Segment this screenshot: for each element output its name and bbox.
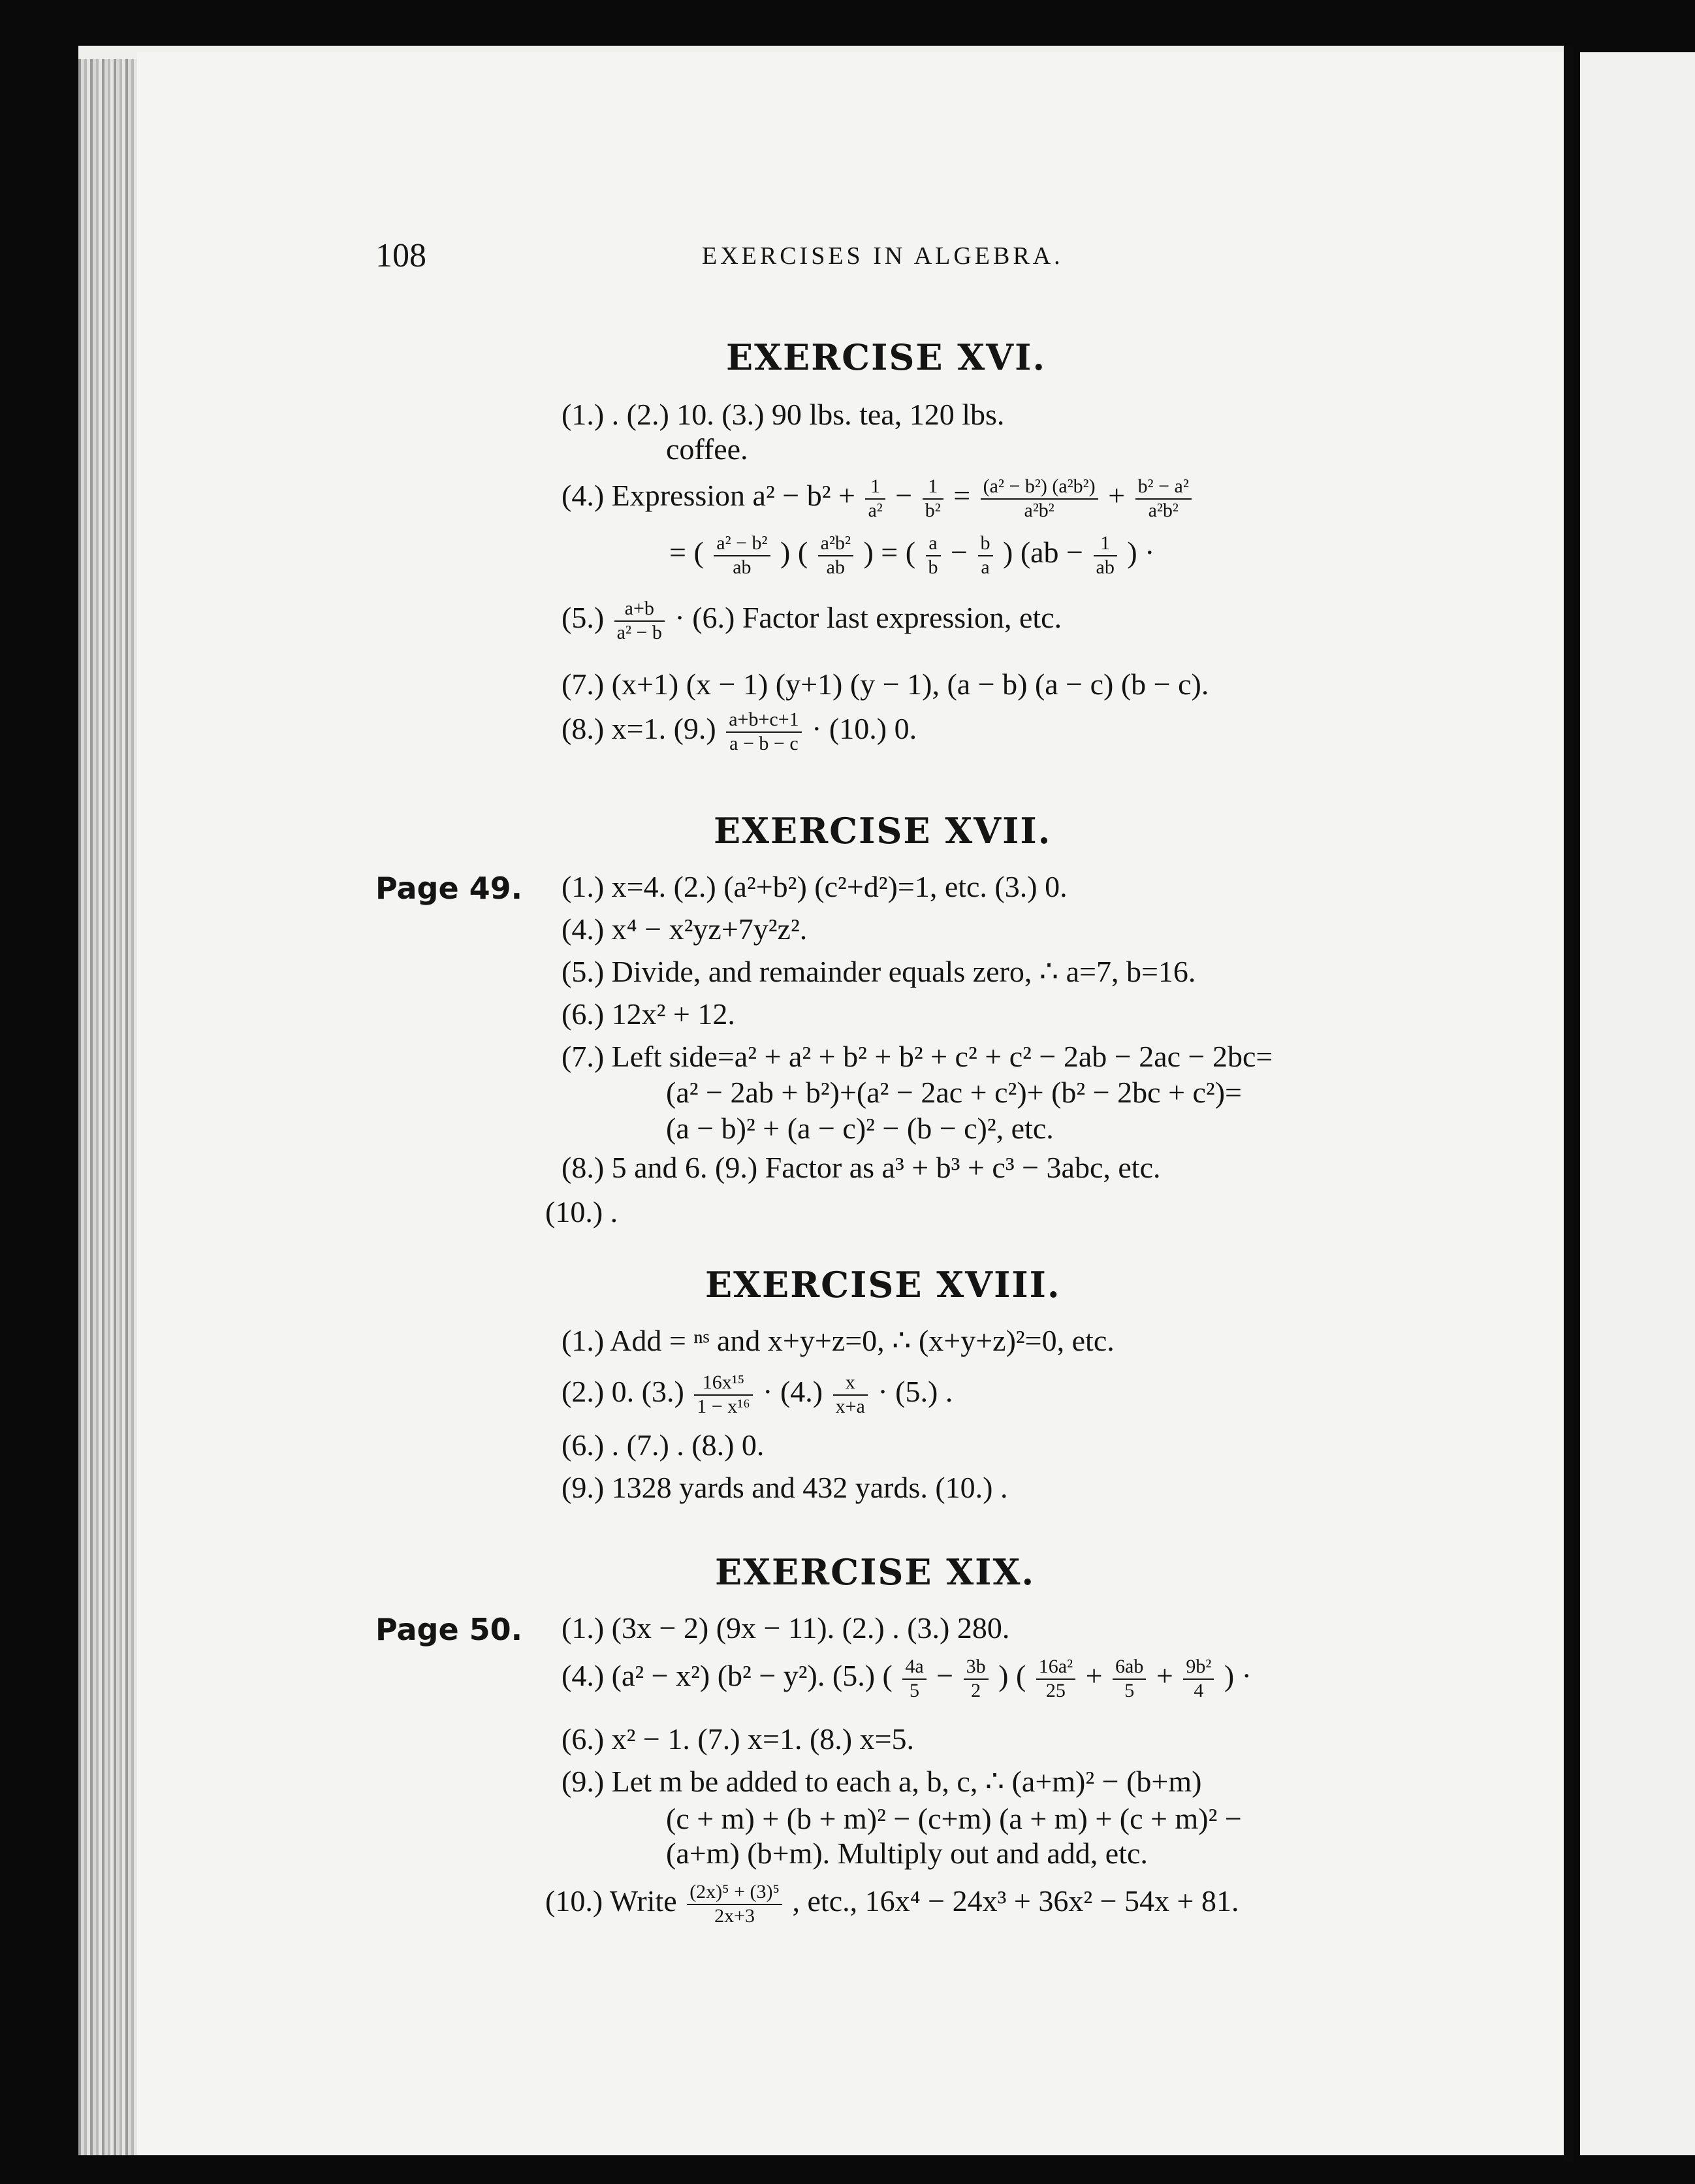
fraction (1094, 532, 1117, 579)
ex16-line-4 (562, 475, 1194, 522)
ex19-l10-pre: (10.) Write (545, 1884, 677, 1918)
denominator: a − b − c (729, 732, 799, 754)
ex18-l2-post: · (5.) . (878, 1375, 953, 1409)
ex17-line-1: (1.) x=4. (2.) (a²+b²) (c²+d²)=1, etc. (3.) 0. (562, 870, 1068, 903)
numerator: a+b (614, 598, 665, 622)
fraction (614, 598, 665, 644)
ex17-line-8: (8.) 5 and 6. (9.) Factor as a³ + b³ + c³ − 3abc, etc. (562, 1151, 1161, 1184)
operator: ) ( (780, 536, 808, 570)
ex19-line-9-cont-2: (a+m) (b+m). Multiply out and add, etc. (666, 1837, 1148, 1870)
denominator: 2 (971, 1679, 981, 1701)
operator: + (1085, 1659, 1103, 1693)
denominator: a²b² (1148, 499, 1179, 521)
denominator: 5 (910, 1679, 919, 1701)
numerator: 9b² (1183, 1656, 1214, 1680)
operator: ) (ab − (1003, 536, 1083, 570)
page-header (375, 236, 1094, 276)
numerator: (2x)⁵ + (3)⁵ (687, 1881, 782, 1905)
ex17-line-4: (4.) x⁴ − x²yz+7y²z². (562, 912, 808, 946)
ex16-l8-post: · (10.) 0. (812, 712, 917, 746)
fraction (926, 532, 941, 579)
ex16-line-4-cont (669, 532, 1154, 579)
denominator: 4 (1194, 1679, 1204, 1701)
fraction (923, 475, 943, 522)
ex17-line-7-cont-1: (a² − 2ab + b²)+(a² − 2ac + c²)+ (b² − 2bc + c²)= (666, 1076, 1242, 1109)
operator: ) ( (998, 1659, 1026, 1693)
fraction (1036, 1656, 1075, 1702)
ex19-line-4 (562, 1656, 1252, 1702)
exercise-18-title: EXERCISE XVIII. (705, 1264, 1061, 1306)
denominator: 1 − x¹⁶ (697, 1395, 750, 1417)
numerator: b² − a² (1135, 475, 1192, 500)
ex17-line-10: (10.) . (545, 1195, 618, 1228)
numerator: (a² − b²) (a²b²) (981, 475, 1098, 500)
fraction (865, 475, 885, 522)
numerator: x (833, 1372, 868, 1396)
ex18-line-1: (1.) Add = ⁿˢ and x+y+z=0, ∴ (x+y+z)²=0, etc. (562, 1324, 1115, 1357)
ex18-line-2 (562, 1372, 953, 1418)
numerator: 4a (902, 1656, 926, 1680)
fraction (833, 1372, 868, 1418)
denominator: ab (733, 556, 752, 578)
operator: ) · (1224, 1659, 1252, 1693)
denominator: b² (925, 499, 941, 521)
operator: ) = ( (863, 536, 916, 570)
denominator: a² (868, 499, 883, 521)
book-binding (78, 59, 137, 2155)
numerator: b (978, 532, 993, 556)
ex16-line-8 (562, 709, 917, 755)
ex16-line-7: (7.) (x+1) (x − 1) (y+1) (y − 1), (a − b) (a − c) (b − c). (562, 667, 1209, 701)
ex16-line-1: (1.) . (2.) 10. (3.) 90 lbs. tea, 120 lbs. (562, 398, 1005, 431)
operator: = (953, 479, 971, 513)
page-number: 108 (375, 237, 426, 274)
ex16-line-5 (562, 598, 1062, 644)
numerator: a+b+c+1 (726, 709, 801, 733)
fraction (694, 1372, 752, 1418)
denominator: a (981, 556, 990, 578)
ex18-line-6: (6.) . (7.) . (8.) 0. (562, 1428, 765, 1462)
denominator: 2x+3 (714, 1904, 755, 1927)
page-ref-49: Page 49. (375, 871, 523, 906)
fraction (902, 1656, 926, 1702)
ex16-l4-pre: (4.) Expression a² − b² + (562, 479, 855, 513)
ex17-line-5: (5.) Divide, and remainder equals zero, ∴ a=7, b=16. (562, 955, 1196, 988)
denominator: 5 (1124, 1679, 1135, 1701)
ex19-line-1: (1.) (3x − 2) (9x − 11). (2.) . (3.) 280. (562, 1611, 1010, 1645)
ex19-line-9: (9.) Let m be added to each a, b, c, ∴ (a+m)² − (b+m) (562, 1765, 1202, 1798)
item-number: (5.) (562, 601, 605, 635)
numerator: 1 (865, 475, 885, 500)
denominator: 25 (1045, 1679, 1066, 1701)
operator: = ( (669, 536, 704, 570)
ex17-line-7-cont-2: (a − b)² + (a − c)² − (b − c)², etc. (666, 1112, 1054, 1145)
numerator: a (926, 532, 941, 556)
facing-page-edge (1580, 52, 1695, 2155)
denominator: ab (826, 556, 845, 578)
numerator: 1 (1094, 532, 1117, 556)
fraction (1135, 475, 1192, 522)
operator: − (951, 536, 968, 570)
page-gutter-line (1564, 46, 1573, 2162)
denominator: ab (1096, 556, 1115, 578)
ex19-line-6: (6.) x² − 1. (7.) x=1. (8.) x=5. (562, 1722, 915, 1756)
exercise-16-title: EXERCISE XVI. (726, 336, 1047, 378)
numerator: a²b² (818, 532, 853, 556)
exercise-19-title: EXERCISE XIX. (715, 1551, 1036, 1593)
fraction (964, 1656, 989, 1702)
denominator: x+a (835, 1395, 865, 1417)
fraction (1113, 1656, 1146, 1702)
ex16-line-1-cont: coffee. (666, 432, 748, 466)
ex17-line-6: (6.) 12x² + 12. (562, 997, 735, 1031)
fraction (818, 532, 853, 579)
denominator: a² − b (616, 621, 662, 643)
numerator: 1 (923, 475, 943, 500)
page-ref-50: Page 50. (375, 1612, 523, 1647)
numerator: 16a² (1036, 1656, 1075, 1680)
ex16-l8-pre: (8.) x=1. (9.) (562, 712, 716, 746)
ex18-l2-mid: · (4.) (763, 1375, 823, 1409)
ex18-line-9: (9.) 1328 yards and 432 yards. (10.) . (562, 1471, 1008, 1504)
denominator: b (928, 556, 938, 578)
numerator: 16x¹⁵ (694, 1372, 752, 1396)
fraction (978, 532, 993, 579)
ex18-l2-pre: (2.) 0. (3.) (562, 1375, 684, 1409)
running-title: EXERCISES IN ALGEBRA. (702, 242, 1064, 270)
numerator: 6ab (1113, 1656, 1146, 1680)
denominator: a²b² (1024, 499, 1054, 521)
ex16-l5-text: · (6.) Factor last expression, etc. (674, 601, 1062, 635)
exercise-17-title: EXERCISE XVII. (714, 810, 1052, 852)
operator: − (936, 1659, 954, 1693)
operator: + (1156, 1659, 1173, 1693)
numerator: 3b (964, 1656, 989, 1680)
operator: − (895, 479, 913, 513)
ex19-line-10 (545, 1881, 1239, 1927)
ex17-line-7: (7.) Left side=a² + a² + b² + b² + c² + c² − 2ab − 2ac − 2bc= (562, 1040, 1273, 1073)
ex19-line-9-cont-1: (c + m) + (b + m)² − (c+m) (a + m) + (c + m)² − (666, 1802, 1242, 1835)
ex19-l10-post: , etc., 16x⁴ − 24x³ + 36x² − 54x + 81. (792, 1884, 1239, 1918)
fraction (1183, 1656, 1214, 1702)
fraction (714, 532, 770, 579)
ex19-l4-pre: (4.) (a² − x²) (b² − y²). (5.) ( (562, 1659, 893, 1693)
operator: + (1108, 479, 1126, 513)
numerator: a² − b² (714, 532, 770, 556)
operator: ) · (1127, 536, 1155, 570)
fraction (981, 475, 1098, 522)
fraction (687, 1881, 782, 1927)
fraction (726, 709, 801, 755)
